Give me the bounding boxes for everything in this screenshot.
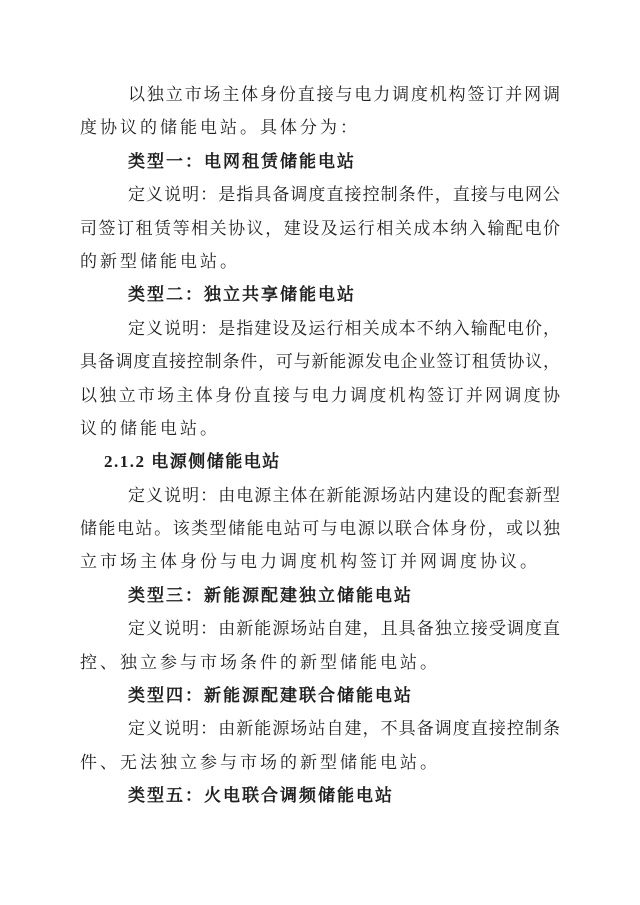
- paragraph-line: 具备调度直接控制条件，可与新能源发电企业签订租赁协议，: [80, 352, 560, 372]
- document-text-block: [80, 78, 560, 813]
- heading-type-2: 类型二：独立共享储能电站: [128, 285, 356, 305]
- paragraph-line: 定义说明：是指具备调度直接控制条件，直接与电网公: [128, 185, 560, 205]
- heading-type-5: 类型五：火电联合调频储能电站: [128, 786, 394, 806]
- paragraph-line: 的新型储能电站。: [80, 251, 240, 271]
- paragraph-line: 定义说明：由新能源场站自建，不具备调度直接控制条: [128, 719, 560, 739]
- heading-type-4: 类型四：新能源配建联合储能电站: [128, 686, 413, 706]
- heading-type-3: 类型三：新能源配建独立储能电站: [128, 585, 413, 605]
- paragraph-line: 定义说明：是指建设及运行相关成本不纳入输配电价，: [128, 318, 560, 338]
- paragraph-line: 定义说明：由电源主体在新能源场站内建设的配套新型: [128, 485, 560, 505]
- paragraph-line: 储能电站。该类型储能电站可与电源以联合体身份，或以独: [80, 519, 560, 539]
- paragraph-line: 立市场主体身份与电力调度机构签订并网调度协议。: [80, 552, 540, 572]
- paragraph-line: 以独立市场主体身份直接与电力调度机构签订并网调: [128, 85, 560, 104]
- heading-type-1: 类型一：电网租赁储能电站: [128, 151, 356, 171]
- paragraph-line: 司签订租赁等相关协议，建设及运行相关成本纳入输配电价: [80, 218, 560, 238]
- paragraph-line: 度协议的储能电站。具体分为：: [80, 118, 360, 138]
- paragraph-line: 件、无法独立参与市场的新型储能电站。: [80, 752, 440, 772]
- paragraph-line: 定义说明：由新能源场站自建，且具备独立接受调度直: [128, 619, 560, 639]
- paragraph-line: 控、独立参与市场条件的新型储能电站。: [80, 652, 440, 672]
- paragraph-line: 以独立市场主体身份直接与电力调度机构签订并网调度协: [80, 385, 560, 405]
- heading-2-1-2: 2.1.2 电源侧储能电站: [104, 452, 281, 472]
- paragraph-line: 议的储能电站。: [80, 418, 220, 438]
